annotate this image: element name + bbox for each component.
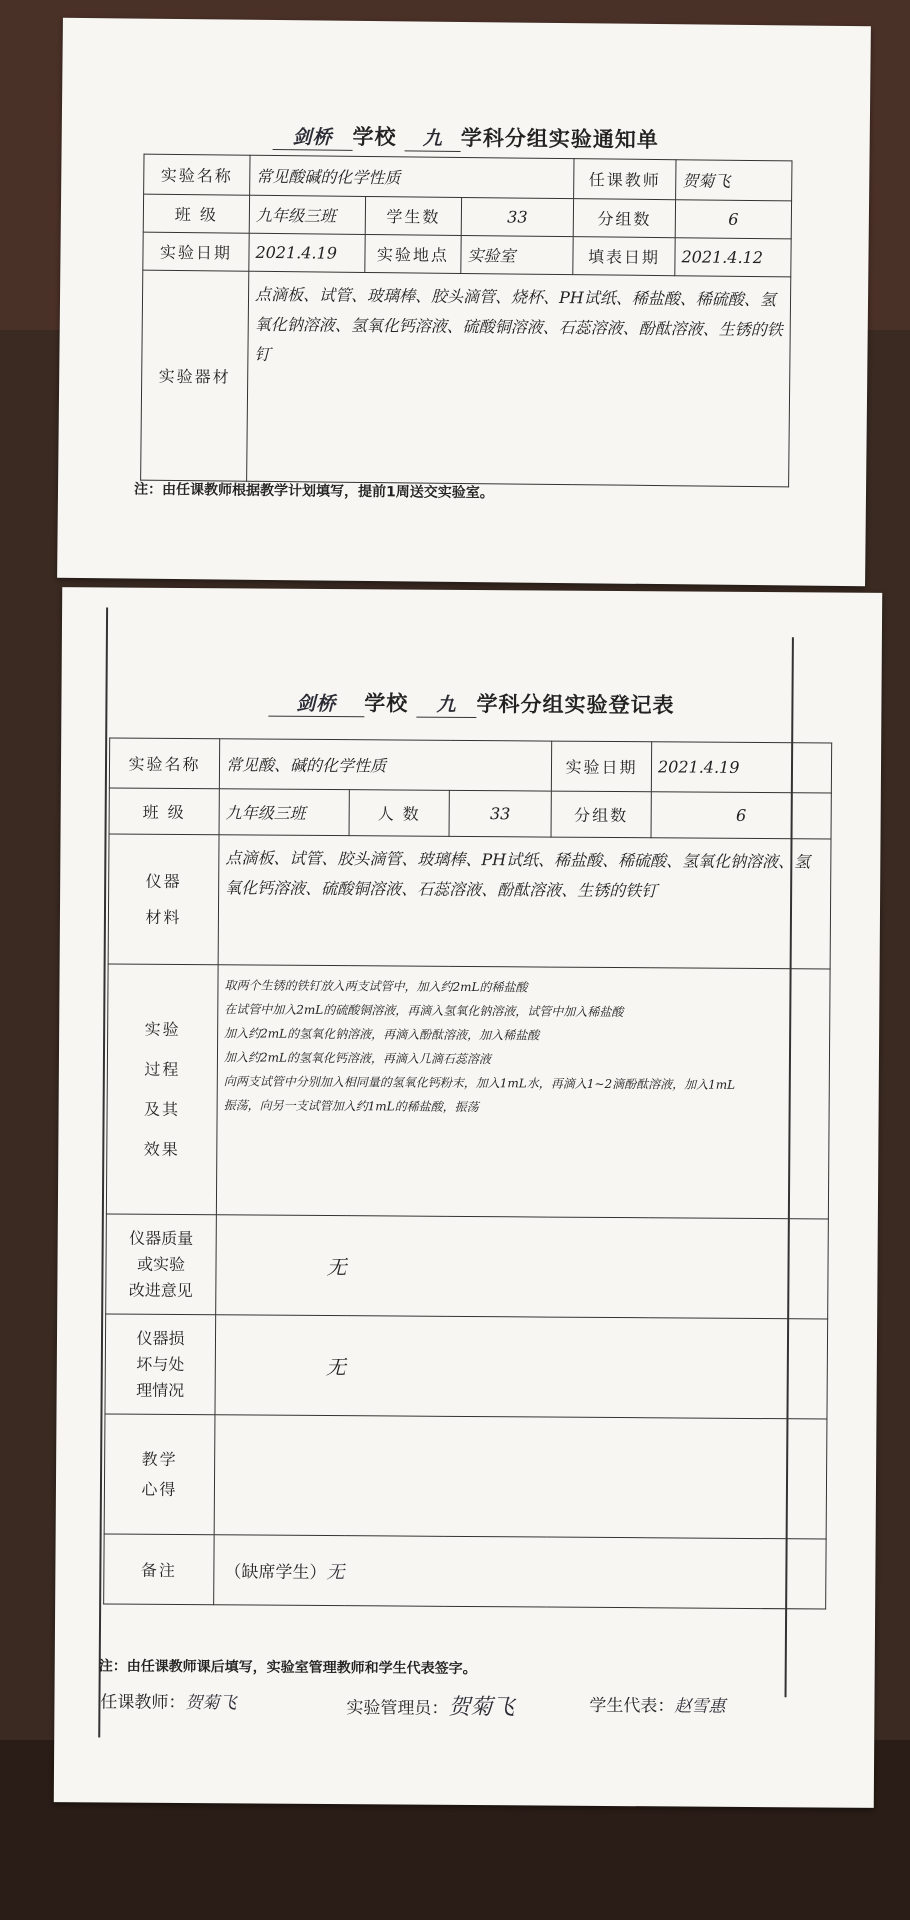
process-line: 振荡，向另一支试管加入约1mL的稀盐酸，振荡 [223, 1098, 479, 1115]
register-groups-label: 分组数 [551, 791, 651, 838]
notice-experiment-name-value: 常见酸碱的化学性质 [250, 155, 574, 198]
notice-equipment-label: 实验器材 [141, 270, 249, 481]
register-quality-label-line1: 仪器质量 [129, 1228, 194, 1248]
process-line: 取两个生锈的铁钉放入两支试管中，加入约2mL的稀盐酸 [224, 978, 528, 995]
process-line: 加入约2mL的氢氧化钙溶液，再滴入几滴石蕊溶液 [223, 1050, 491, 1067]
notice-teacher-value: 贺菊飞 [676, 160, 792, 201]
register-table [103, 737, 832, 1609]
register-damage-label [105, 1314, 216, 1415]
notice-date-label: 实验日期 [143, 232, 249, 271]
notice-table [140, 154, 792, 488]
register-remark-value: 无 [326, 1561, 345, 1583]
notice-class-value: 九年级三班 [249, 195, 365, 234]
register-quality-value: 无 [216, 1215, 829, 1319]
register-teaching-label-line1: 教学 [141, 1449, 178, 1469]
register-school-word: 学校 [364, 691, 409, 716]
teacher-signature-value: 贺菊飞 [185, 1693, 237, 1714]
register-remark-label: 备注 [104, 1534, 214, 1605]
register-damage-value: 无 [215, 1315, 828, 1419]
register-instrument-label-line2: 材料 [145, 907, 182, 927]
notice-equipment-value: 点滴板、试管、玻璃棒、胶头滴管、烧杯、PH试纸、稀盐酸、稀硫酸、氢氧化钠溶液、氢氧化钙溶液、硫酸铜溶液、石蕊溶液、酚酞溶液、生锈的铁钉 [247, 271, 791, 487]
notice-place-label: 实验地点 [365, 234, 461, 273]
register-remark-prefix: （缺席学生） [224, 1561, 327, 1583]
register-experiment-name-label: 实验名称 [109, 738, 219, 789]
student-signature-value: 赵雪惠 [674, 1696, 726, 1717]
register-class-value: 九年级三班 [219, 789, 349, 836]
register-process-label [106, 964, 218, 1215]
notice-groups-label: 分组数 [573, 199, 675, 238]
register-teaching-label [104, 1414, 215, 1535]
register-school-name: 剑桥 [268, 689, 364, 718]
register-damage-label-line2: 坏与处 [136, 1354, 185, 1374]
register-damage-label-line3: 理情况 [136, 1380, 185, 1400]
notice-school-name: 剑桥 [272, 122, 352, 151]
notice-school-word: 学校 [352, 124, 397, 150]
register-title [61, 685, 881, 721]
register-people-label: 人 数 [349, 790, 449, 837]
register-title-text: 学科分组实验登记表 [476, 692, 675, 718]
register-sheet [54, 587, 882, 1808]
register-process-label-line1: 实验 [144, 1019, 181, 1039]
notice-fill-date-label: 填表日期 [573, 237, 675, 276]
register-quality-label-line3: 改进意见 [128, 1280, 193, 1300]
register-remark-cell [214, 1535, 826, 1609]
notice-students-value: 33 [461, 197, 573, 236]
register-instrument-value: 点滴板、试管、胶头滴管、玻璃棒、PH试纸、稀盐酸、稀硫酸、氢氧化钠溶液、氢氧化钙溶液、硫酸铜溶液、石蕊溶液、酚酞溶液、生锈的铁钉 [218, 835, 831, 969]
notice-teacher-label: 任课教师 [574, 159, 676, 200]
register-date-value: 2021.4.19 [651, 742, 831, 793]
register-instrument-label-line1: 仪器 [145, 871, 182, 891]
register-date-label: 实验日期 [551, 741, 651, 792]
notice-date-value: 2021.4.19 [249, 233, 365, 272]
register-teaching-label-line2: 心得 [141, 1479, 178, 1499]
notice-title [62, 118, 870, 156]
notice-experiment-name-label: 实验名称 [144, 154, 250, 195]
student-signature-label: 学生代表： [589, 1695, 675, 1717]
register-process-label-line4: 效果 [143, 1139, 180, 1159]
register-student-signature [589, 1691, 725, 1717]
register-groups-value: 6 [651, 792, 831, 839]
notice-note: 注：由任课教师根据教学计划填写，提前1周送交实验室。 [133, 481, 494, 502]
register-note: 注：由任课教师课后填写，实验室管理教师和学生代表签字。 [98, 1658, 477, 1678]
register-experiment-name-value: 常见酸、碱的化学性质 [219, 739, 551, 791]
register-process-label-line3: 及其 [144, 1099, 181, 1119]
manager-signature-label: 实验管理员： [346, 1698, 449, 1719]
register-instrument-label [108, 834, 219, 965]
register-class-label: 班 级 [109, 788, 219, 835]
register-subject: 九 [417, 690, 477, 718]
notice-subject: 九 [405, 123, 461, 152]
register-quality-label-line2: 或实验 [136, 1254, 186, 1274]
register-teaching-value [214, 1415, 827, 1539]
register-teacher-signature [100, 1687, 236, 1713]
register-process-label-line2: 过程 [144, 1059, 181, 1079]
register-quality-label [106, 1214, 217, 1315]
process-line: 在试管中加入2mL的硫酸铜溶液，再滴入氢氧化钠溶液，试管中加入稀盐酸 [224, 1002, 624, 1020]
process-line: 向两支试管中分别加入相同量的氢氧化钙粉末，加入1mL水，再滴入1~2滴酚酞溶液，加入1mL [223, 1074, 736, 1092]
register-process-value [216, 965, 830, 1219]
register-damage-label-line1: 仪器损 [136, 1328, 185, 1348]
notice-class-label: 班 级 [143, 194, 249, 233]
teacher-signature-label: 任课教师： [100, 1692, 186, 1714]
register-people-value: 33 [449, 790, 551, 837]
notice-students-label: 学生数 [365, 196, 461, 235]
notice-sheet [57, 18, 871, 586]
notice-place-value: 实验室 [461, 235, 573, 274]
process-line: 加入约2mL的氢氧化钠溶液，再滴入酚酞溶液，加入稀盐酸 [224, 1026, 540, 1043]
notice-groups-value: 6 [675, 200, 791, 239]
register-manager-signature [346, 1689, 514, 1721]
notice-title-text: 学科分组实验通知单 [460, 125, 659, 153]
notice-fill-date-value: 2021.4.12 [675, 238, 791, 277]
manager-signature-value: 贺菊飞 [448, 1694, 515, 1721]
